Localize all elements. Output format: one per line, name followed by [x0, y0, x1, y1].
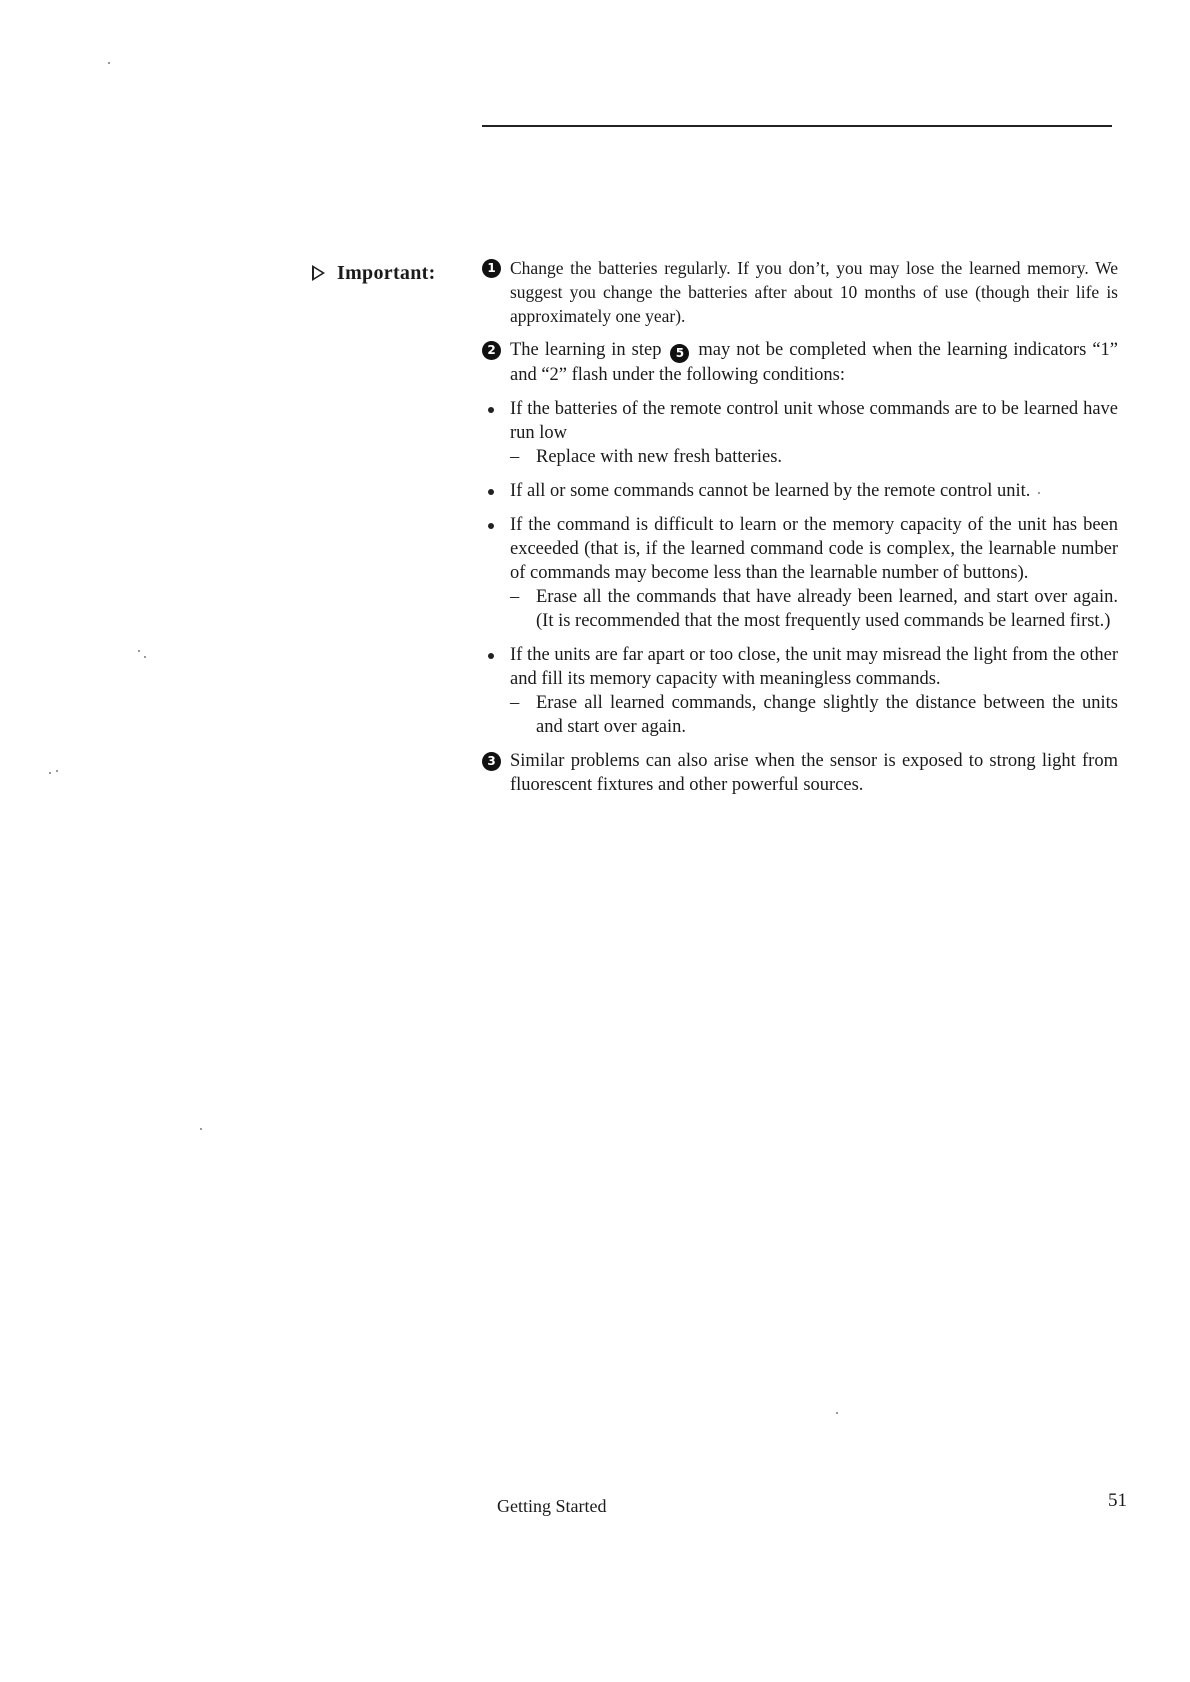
page-number: 51: [1108, 1490, 1127, 1511]
triangle-pointer-icon: [312, 266, 323, 280]
note-3-text: Similar problems can also arise when the sensor is exposed to strong light from fluorescent fixtures and other powerful sources.: [510, 751, 1118, 795]
scan-speck: [1038, 492, 1040, 494]
condition-3-remedy: – Erase all the commands that have already been learned, and start over again. (It is recommended that the most frequently used commands be learned first.): [510, 587, 1118, 631]
note-2-text-before: The learning in step: [510, 340, 662, 360]
condition-item-3: [482, 513, 1118, 633]
condition-1-text: If the batteries of the remote control unit whose commands are to be learned have run low: [510, 399, 1118, 443]
condition-3-text: If the command is difficult to learn or the memory capacity of the unit has been exceeded (that is, if the learned command code is complex, the learnable number of commands may become less than the learnable number of buttons).: [510, 515, 1118, 583]
scan-speck: [56, 770, 58, 772]
scan-speck: [144, 656, 146, 658]
bullet-dot-icon: [488, 489, 494, 495]
condition-1-remedy: – Replace with new fresh batteries.: [510, 447, 783, 467]
bullet-dot-icon: [488, 523, 494, 529]
condition-item-2: [482, 479, 1118, 503]
condition-4-remedy: – Erase all learned commands, change slightly the distance between the units and start over again.: [510, 693, 1118, 737]
footer-section-title: Getting Started: [497, 1496, 607, 1516]
note-1: [482, 256, 1118, 328]
top-rule: [482, 125, 1112, 127]
scan-speck: [138, 650, 140, 652]
scan-speck: [49, 772, 51, 774]
note-3: [482, 749, 1118, 797]
scan-speck: [108, 62, 110, 64]
condition-4-remedy-text: Erase all learned commands, change slightly the distance between the units and start over again.: [536, 693, 1118, 737]
condition-item-1: [482, 397, 1118, 469]
bullet-dot-icon: [488, 653, 494, 659]
condition-item-4: [482, 643, 1118, 739]
important-label-text: Important:: [337, 262, 436, 284]
circled-number-1-icon: 1: [482, 259, 501, 278]
condition-2-text: If all or some commands cannot be learned by the remote control unit.: [510, 481, 1031, 501]
circled-number-3-icon: 3: [482, 752, 501, 771]
note-2-text-after: may not be completed when the learning indicators “1” and “2” flash under the following conditions:: [510, 340, 1118, 385]
bullet-dot-icon: [488, 407, 494, 413]
scan-speck: [200, 1128, 202, 1130]
condition-3-remedy-text: Erase all the commands that have already been learned, and start over again. (It is recommended that the most frequently used commands be learned first.): [536, 587, 1118, 631]
important-notes: [482, 256, 1118, 807]
circled-step-5-icon: 5: [670, 344, 689, 363]
note-1-text: Change the batteries regularly. If you don’t, you may lose the learned memory. We suggest you change the batteries after about 10 months of use (though their life is approximately one year).: [510, 258, 1118, 326]
important-heading: [312, 262, 436, 285]
condition-1-remedy-text: Replace with new fresh batteries.: [536, 447, 783, 467]
condition-4-text: If the units are far apart or too close, the unit may misread the light from the other and fill its memory capacity with meaningless commands.: [510, 645, 1118, 689]
circled-number-2-icon: 2: [482, 341, 501, 360]
note-2: [482, 338, 1118, 387]
scan-speck: [836, 1412, 838, 1414]
